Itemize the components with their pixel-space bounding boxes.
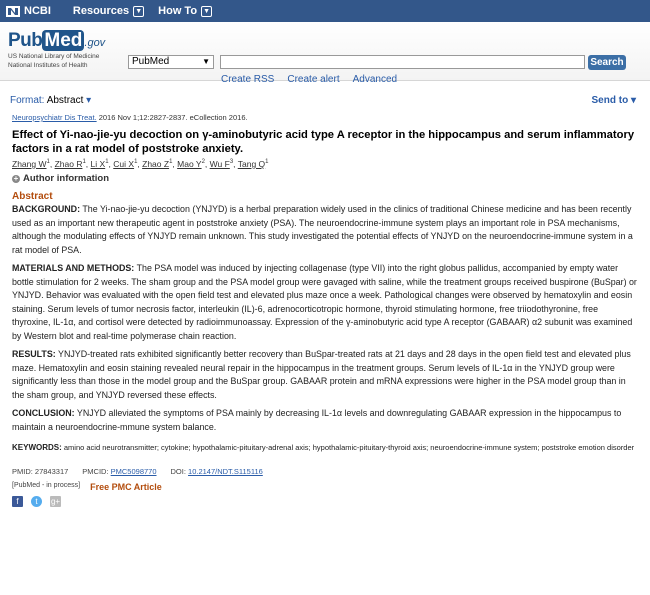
section-text: YNJYD-treated rats exhibited significantly better recovery than BuSpar-treated rats at 21 days and 28 days in the open field test and elevated plus maze. Hematoxylin and eosin staining revealed neural repair in the hippocampus in the treatment groups. Serum levels of IL-1α in the YNJYD group were significantly less than those in the model group and the BuSpar group. GABAAR protein and mRNA expressions were higher in the PSA model group than in the sham group, and YNJYD reversed these effects. (12, 349, 631, 400)
doi-group (171, 467, 263, 476)
author-information-label: Author information (23, 173, 110, 184)
social-share (12, 496, 638, 507)
author-link[interactable] (55, 159, 86, 169)
abstract-heading: Abstract (12, 191, 53, 202)
article-content (0, 113, 650, 507)
author-information-toggle[interactable] (12, 173, 638, 184)
send-to-menu[interactable] (592, 95, 636, 106)
author-name[interactable]: Zhao Z (142, 159, 170, 169)
logo-gov: .gov (84, 37, 106, 49)
keywords-label: KEYWORDS: (12, 443, 62, 452)
expand-plus-icon: + (13, 173, 19, 183)
search-button[interactable]: Search (588, 55, 626, 70)
display-toolbar (0, 89, 650, 111)
pubmed-status: [PubMed - in process] (12, 482, 81, 489)
resources-label: Resources (72, 5, 130, 17)
abstract-paragraph (12, 262, 638, 343)
chevron-down-icon: ▼ (202, 57, 210, 66)
author-link[interactable] (210, 159, 234, 169)
author-link[interactable] (12, 159, 50, 169)
author-affiliation-number: 1 (46, 159, 50, 166)
search-input[interactable] (220, 55, 585, 69)
author-name[interactable]: Zhang W (12, 159, 47, 169)
author-list: Zhang $W^1$, Zhao $R^1$, Li $X^1$, Cui $X^1$, Zhao $Z^1$, Mao $Y^2$, Wu $F^3$, Tang $Q^1$ (12, 159, 269, 169)
citation-detail: 2016 Nov 1;12:2827-2837. eCollection 2016. (98, 113, 248, 122)
journal-link[interactable]: Neuropsychiatr Dis Treat. (12, 113, 97, 122)
section-text: The PSA model was induced by injecting collagenase (type VII) into the right globus pallidus, accompanied by empty water bottle stimulation for 2 weeks. The sham group and the PSA model group were gavaged with saline, while the treatment groups received buspirone (BuSpar) or YNJYD. Behavior was evaluated with the open field test and elevated plus maze once a week. Pathological changes were observed by hematoxylin and eosin staining. Serum levels of tumor necrosis factor, interleukin (IL)-6, adrenocorticotropic hormone, thyroid stimulating hormone, free triiodothyronine, free thyroxine, IL-1α, and cortisol were detected by radioimmunoassay. Expression of the γ-aminobutyric acid type A receptor (GABAAR) α2 subunit was examined by Western blot and real-time polymerase chain reaction. (12, 263, 637, 341)
citation (12, 113, 638, 122)
create-rss-link[interactable]: Create RSS (221, 74, 275, 85)
pubmed-logo[interactable] (8, 30, 105, 70)
pmcid-label: PMCID: (82, 467, 109, 476)
author-name[interactable]: Zhao R (54, 159, 83, 169)
howto-label: How To (158, 5, 198, 17)
author-affiliation-number: 1 (169, 159, 173, 166)
author-link[interactable] (113, 159, 137, 169)
author-link[interactable] (91, 159, 109, 169)
author-affiliation-number: 1 (265, 159, 269, 166)
doi-link[interactable]: 10.2147/NDT.S115116 (188, 467, 263, 476)
search-header (0, 22, 650, 85)
author-affiliation-number: 1 (134, 159, 138, 166)
author-name[interactable]: Mao Y (177, 159, 202, 169)
section-text: The Yi-nao-jie-yu decoction (YNJYD) is a herbal preparation widely used in the clinics of traditional Chinese medicine and has been recently used as an important new therapeutic agent in poststroke anxiety (PSA). The neuroendocrine-immune system plays an important role in PSA mechanisms, although the modulating effects of YNJYD remain unknown. This study investigated the potential effects of YNJYD on the neuroendocrine-immune system in a rat model of PSA. (12, 204, 633, 255)
format-value: Abstract (46, 95, 84, 106)
author-affiliation-number: 1 (105, 159, 109, 166)
article-title: Effect of Yi-nao-jie-yu decoction on γ-aminobutyric acid type A receptor in the hippocampus and serum inflammatory factors in a rat model of poststroke anxiety. (12, 129, 635, 155)
author-affiliation-number: 2 (201, 159, 205, 166)
ncbi-label: NCBI (24, 5, 51, 17)
chevron-down-icon: ▾ (630, 95, 636, 106)
database-select[interactable] (128, 55, 214, 69)
abstract-paragraph (12, 407, 638, 434)
chevron-down-icon: ▼ (201, 6, 212, 17)
section-label: CONCLUSION: (12, 408, 75, 418)
doi-label: DOI: (170, 467, 186, 476)
howto-menu[interactable] (158, 5, 212, 17)
abstract-paragraph (12, 348, 638, 402)
section-text: YNJYD alleviated the symptoms of PSA mainly by decreasing IL-1α levels and downregulating GABAAR expression in the hippocampus to maintain a neuroendocrine-mmune system balance. (12, 408, 622, 432)
ncbi-logo-icon (6, 6, 20, 17)
author-name[interactable]: Cui X (113, 159, 135, 169)
author-affiliation-number: 3 (229, 159, 234, 166)
article-identifiers (12, 467, 638, 476)
ncbi-home-link[interactable] (6, 5, 51, 17)
send-to-label: Send to (591, 95, 629, 106)
format-label: Format: (10, 95, 45, 106)
abstract-sections (12, 203, 638, 434)
section-label: BACKGROUND: (12, 204, 81, 214)
resources-menu[interactable] (73, 5, 144, 17)
pmid: PMID: 27843317 (12, 467, 69, 476)
author-name[interactable]: Li X (90, 159, 106, 169)
logo-subtitle-2: National Institutes of Health (8, 62, 88, 69)
author-link[interactable] (238, 159, 269, 169)
google-plus-icon[interactable]: g+ (50, 497, 61, 506)
keywords-list: amino acid neurotransmitter; cytokine; hypothalamic-pituitary-adrenal axis; hypothalamic-pituitary-thyroid axis; neuroendocrine-immune system; poststroke emotion disorder (61, 443, 635, 452)
status-row (12, 482, 638, 492)
chevron-down-icon: ▾ (86, 95, 92, 106)
author-affiliation-number: 1 (82, 159, 86, 166)
chevron-down-icon: ▼ (133, 6, 144, 17)
keywords (12, 443, 638, 453)
author-name[interactable]: Wu F (209, 159, 230, 169)
format-selector[interactable] (10, 95, 91, 106)
pmcid-link[interactable]: PMC5098770 (110, 467, 157, 476)
abstract-paragraph (12, 203, 638, 257)
logo-subtitle-1: US National Library of Medicine (8, 53, 100, 60)
author-link[interactable] (142, 159, 172, 169)
section-label: RESULTS: (12, 349, 56, 359)
search-links (221, 74, 397, 85)
facebook-icon[interactable]: f (12, 496, 23, 507)
author-link[interactable] (177, 159, 205, 169)
free-pmc-article-link[interactable]: Free PMC Article (90, 482, 162, 492)
author-name[interactable]: Tang Q (237, 159, 266, 169)
top-nav-bar (0, 0, 650, 22)
section-label: MATERIALS AND METHODS: (12, 263, 135, 273)
database-select-value: PubMed (132, 56, 170, 67)
logo-pub: Pub (8, 30, 43, 51)
advanced-link[interactable]: Advanced (352, 74, 398, 85)
twitter-icon[interactable]: t (31, 496, 42, 507)
logo-med: Med (44, 30, 83, 51)
create-alert-link[interactable]: Create alert (287, 74, 340, 85)
pmcid-group (82, 467, 156, 476)
